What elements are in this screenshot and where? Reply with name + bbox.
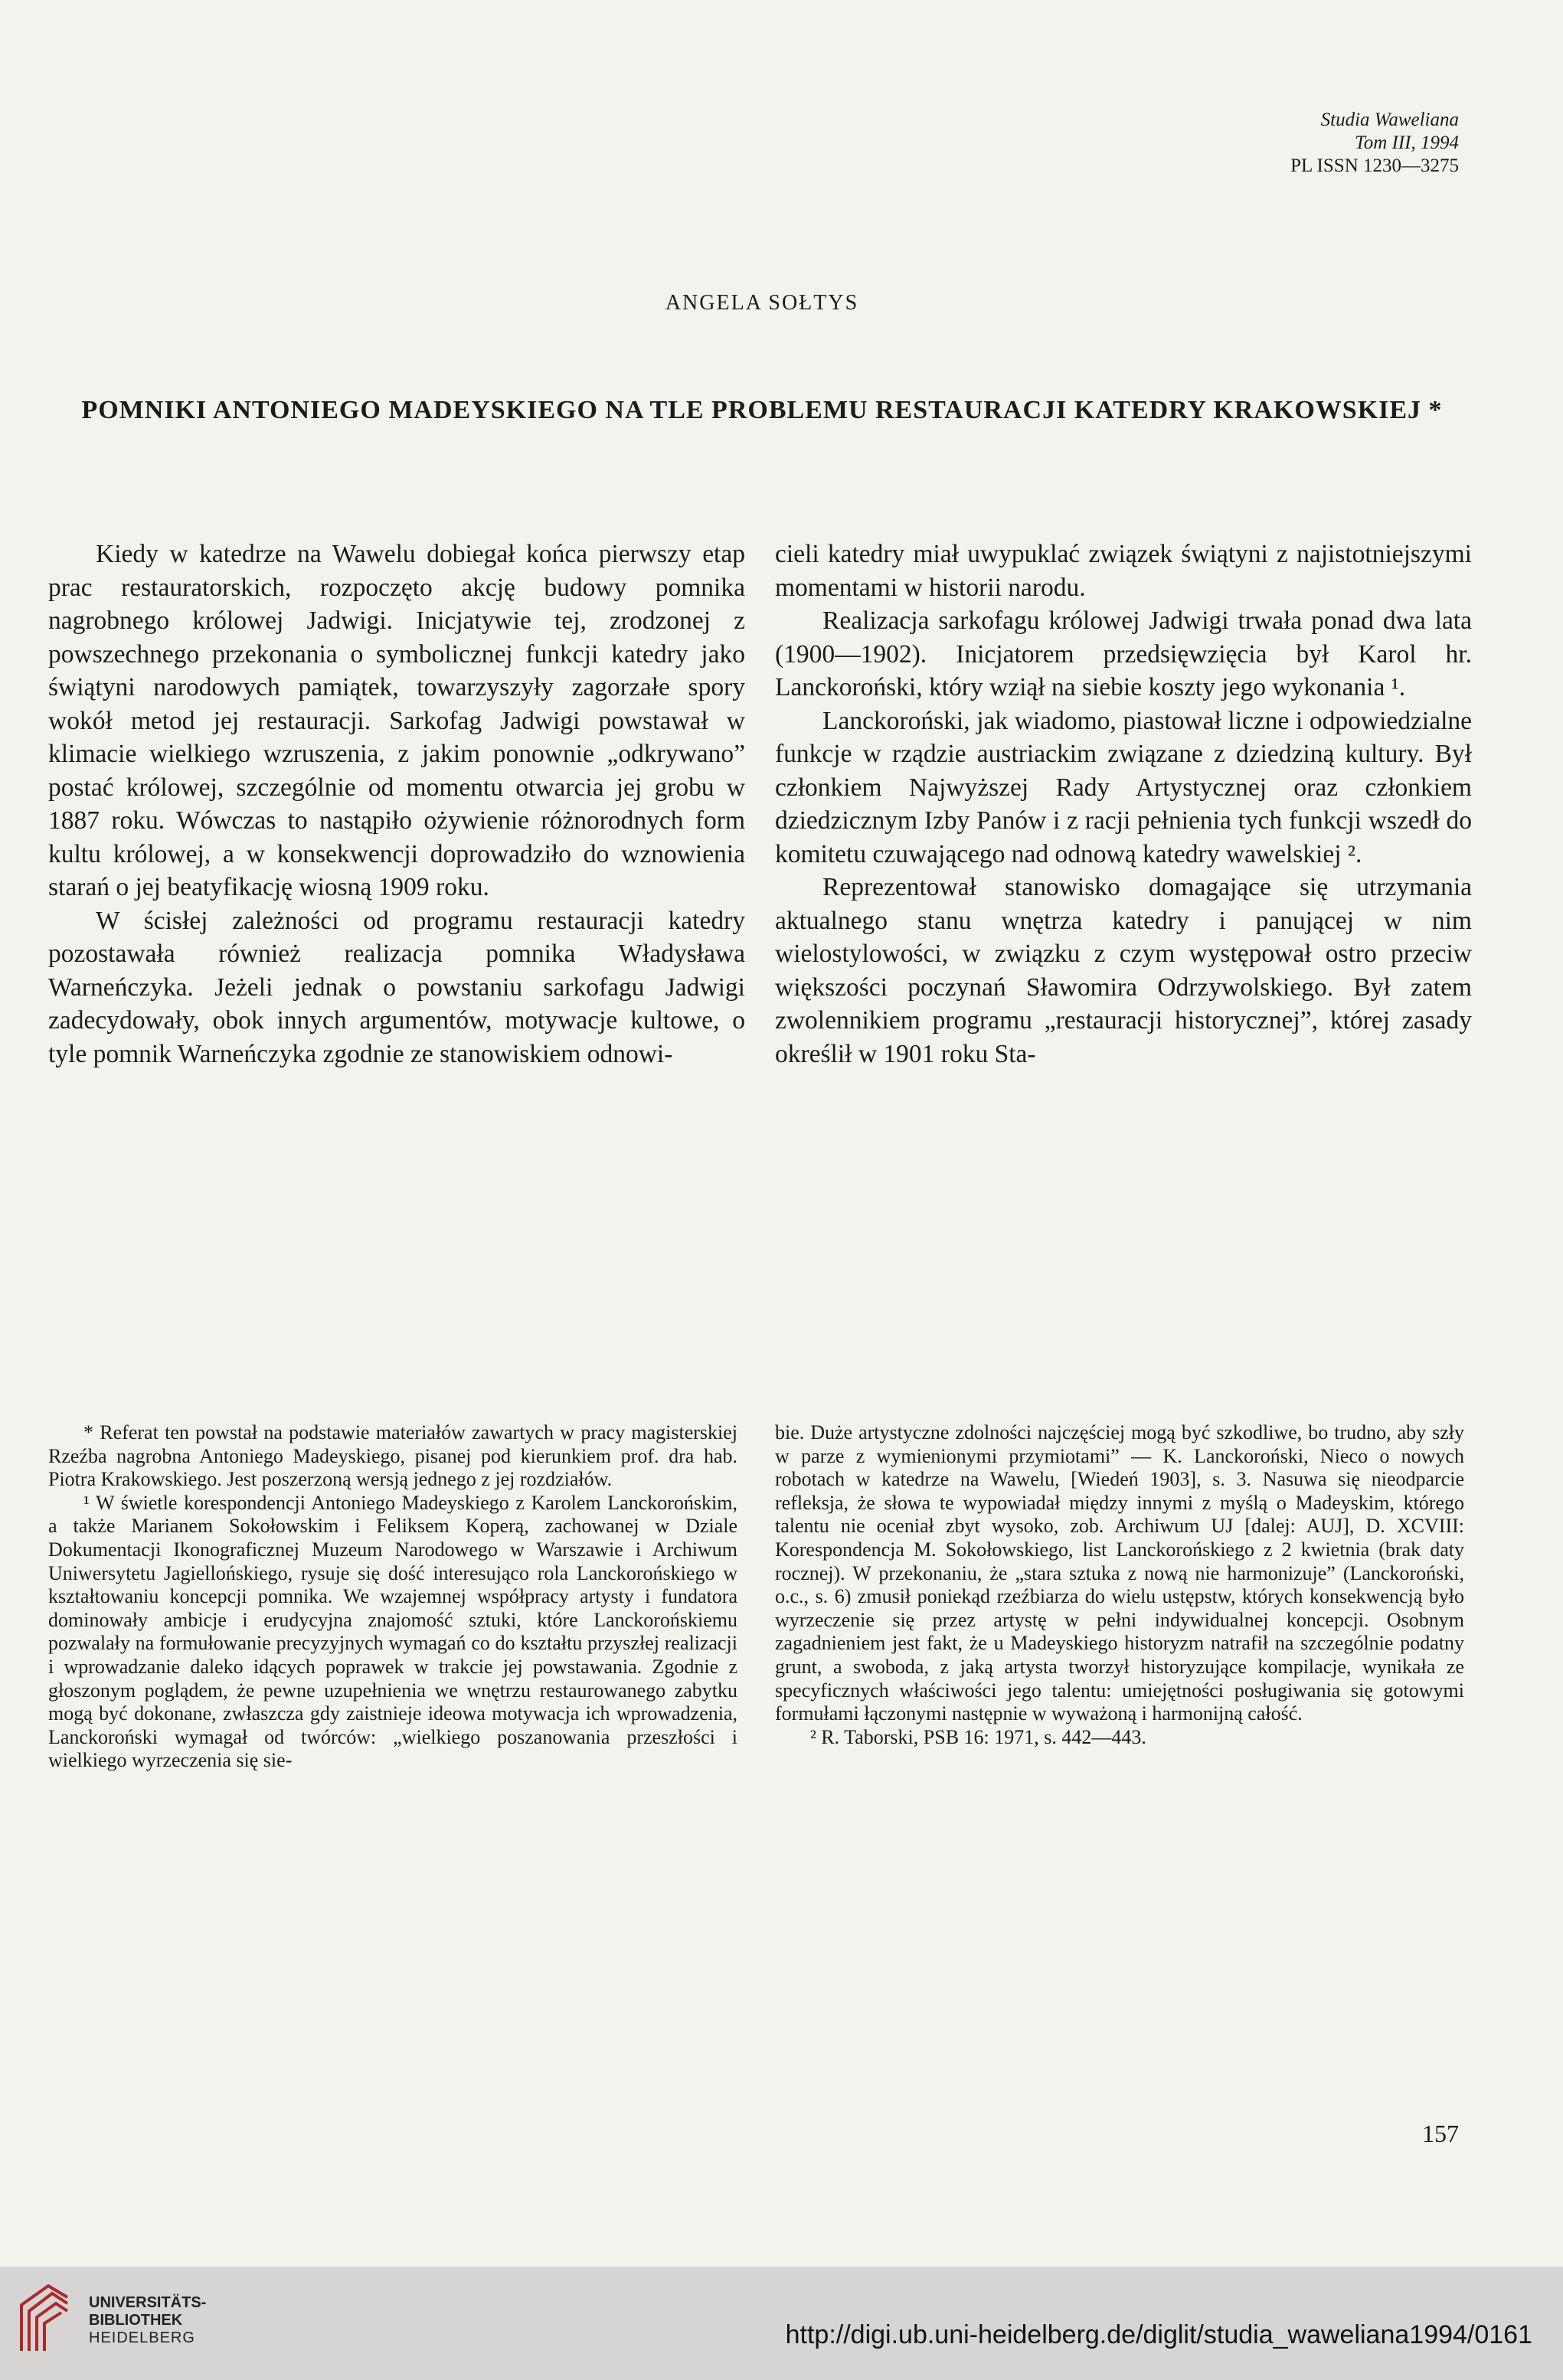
journal-issn: PL ISSN 1230—3275 <box>1290 155 1459 176</box>
footnotes-left <box>48 1421 737 1773</box>
article-author: ANGELA SOŁTYS <box>665 291 859 315</box>
journal-header <box>1290 109 1459 178</box>
library-logo-icon <box>14 2282 75 2359</box>
footnote: * Referat ten powstał na podstawie materiałów zawartych w pracy magisterskiej Rzeźba nagrobna Antoniego Madeyskiego, pisanej pod kierunkiem prof. dra hab. Piotra Krakowskiego. Jest poszerzoną wersją jednego z jej rozdziałów. <box>48 1421 737 1491</box>
journal-name: Studia Waweliana <box>1320 110 1459 130</box>
library-name-line: BIBLIOTHEK <box>89 2312 183 2329</box>
page-number: 157 <box>1422 2120 1459 2147</box>
body-paragraph: Kiedy w katedrze na Wawelu dobiegał końca pierwszy etap prac restauratorskich, rozpoczęto akcję budowy pomnika nagrobnego królowej Jadwigi. Inicjatywie tej, zrodzonej z powszechnego przekonania o symbolicznej funkcji katedry jako świątyni narodowych pamiątek, towarzyszyły zagorzałe spory wokół metod jej restauracji. Sarkofag Jadwigi powstawał w klimacie wielkiego wzruszenia, z jakim ponownie „odkrywano” postać królowej, szczególnie od momentu otwarcia jej grobu w 1887 roku. Wówczas to nastąpiło ożywienie różnorodnych form kultu królowej, a w konsekwencji doprowadziło do wznowienia starań o jej beatyfikację wiosną 1909 roku. <box>48 540 745 901</box>
footnote-continued: bie. Duże artystyczne zdolności najczęściej mogą być szkodliwe, bo trudno, aby szły w parze z wymienionymi przymiotami” — K. Lanckoroński, Nieco o nowych robotach w katedrze na Wawelu, [Wiedeń 1903], s. 3. Nasuwa się nieodparcie refleksja, że słowa te wypowiadał między innymi z myślą o Madeyskim, którego talentu nie oceniał zbyt wysoko, zob. Archiwum UJ [dalej: AUJ], D. XCVIII: Korespondencja M. Sokołowskiego, list Lanckorońskiego z 2 kwietnia (brak daty rocznej). W przekonaniu, że „stara sztuka z nową nie harmonizuje” (Lanckoroński, o.c., s. 6) zmusił poniekąd rzeźbiarza do wielu ustępstw, których konsekwencją było wyrzeczenie się przez artystę w pełni indywidualnej koncepcji. Osobnym zagadnieniem jest fakt, że u Madeyskiego historyzm natrafił na szczególnie podatny grunt, a swoboda, z jaką artysta tworzył historyzujące kompilacje, wynikała ze specyficznych właściwości jego talentu: umiejętności posługiwania się gotowymi formułami łączonymi następnie w wyważoną i harmonijną całość. <box>775 1421 1464 1725</box>
body-paragraph: Reprezentował stanowisko domagające się utrzymania aktualnego stanu wnętrza katedry i panującej w nim wielostylowości, w związku z czym występował ostro przeciw większości poczynań Sławomira Odrzywolskiego. Był zatem zwolennikiem programu „restauracji historycznej”, której zasady określił w 1901 roku Sta- <box>775 873 1472 1068</box>
footnote: ¹ W świetle korespondencji Antoniego Madeyskiego z Karolem Lanckorońskim, a także Marianem Sokołowskim i Feliksem Koperą, zachowanej w Dziale Dokumentacji Ikonograficznej Muzeum Narodowego w Warszawie i Archiwum Uniwersytetu Jagiellońskiego, rysuje się dość interesująco rola Lanckorońskiego w kształtowaniu koncepcji pomnika. We wzajemnej współpracy artysty i fundatora dominowały ambicje i erudycyjna znajomość sztuki, które Lanckorońskiemu pozwalały na formułowanie precyzyjnych wymagań co do kształtu przyszłej realizacji i wprowadzanie daleko idących poprawek w trakcie jej powstawania. Zgodnie z głoszonym poglądem, że pewne uzupełnienia we wnętrzu restaurowanego zabytku mogą być dokonane, zwłaszcza gdy zaistnieje ideowa motywacja ich wprowadzenia, Lanckoroński wymagał od twórców: „wielkiego poszanowania przeszłości i wielkiego wyrzeczenia się sie- <box>48 1491 737 1772</box>
library-name-line: HEIDELBERG <box>89 2329 195 2346</box>
library-name <box>89 2294 206 2347</box>
body-column-left <box>48 538 745 1071</box>
library-name-line: UNIVERSITÄTS- <box>89 2294 207 2311</box>
body-paragraph: W ścisłej zależności od programu restauracji katedry pozostawała również realizacja pomnika Władysława Warneńczyka. Jeżeli jednak o powstaniu sarkofagu Jadwigi zadecydowały, obok innych argumentów, motywacje kultowe, o tyle pomnik Warneńczyka zgodnie ze stanowiskiem odnowi- <box>48 906 745 1068</box>
journal-volume: Tom III, 1994 <box>1355 132 1459 153</box>
body-paragraph: Realizacja sarkofagu królowej Jadwigi trwała ponad dwa lata (1900—1902). Inicjatorem przedsięwzięcia był Karol hr. Lanckoroński, który wziął na siebie koszty jego wykonania ¹. <box>775 606 1472 701</box>
body-paragraph: Lanckoroński, jak wiadomo, piastował liczne i odpowiedzialne funkcje w rządzie austriackim związane z dziedziną kultury. Był członkiem Najwyższej Rady Artystycznej oraz członkiem dziedzicznym Izby Panów i z racji pełnienia tych funkcji wszedł do komitetu czuwającego nad odnową katedry wawelskiej ². <box>775 706 1472 868</box>
article-title: POMNIKI ANTONIEGO MADEYSKIEGO NA TLE PROBLEMU RESTAURACJI KATEDRY KRAKOWSKIEJ * <box>81 396 1443 424</box>
footnote: ² R. Taborski, PSB 16: 1971, s. 442—443. <box>810 1725 1146 1748</box>
source-url-link[interactable]: http://digi.ub.uni-heidelberg.de/diglit/studia_waweliana1994/0161 <box>785 2320 1532 2349</box>
body-paragraph-continued: cieli katedry miał uwypuklać związek świątyni z najistotniejszymi momentami w historii narodu. <box>775 540 1472 602</box>
footnotes-right <box>775 1421 1464 1749</box>
body-column-right <box>775 538 1472 1071</box>
